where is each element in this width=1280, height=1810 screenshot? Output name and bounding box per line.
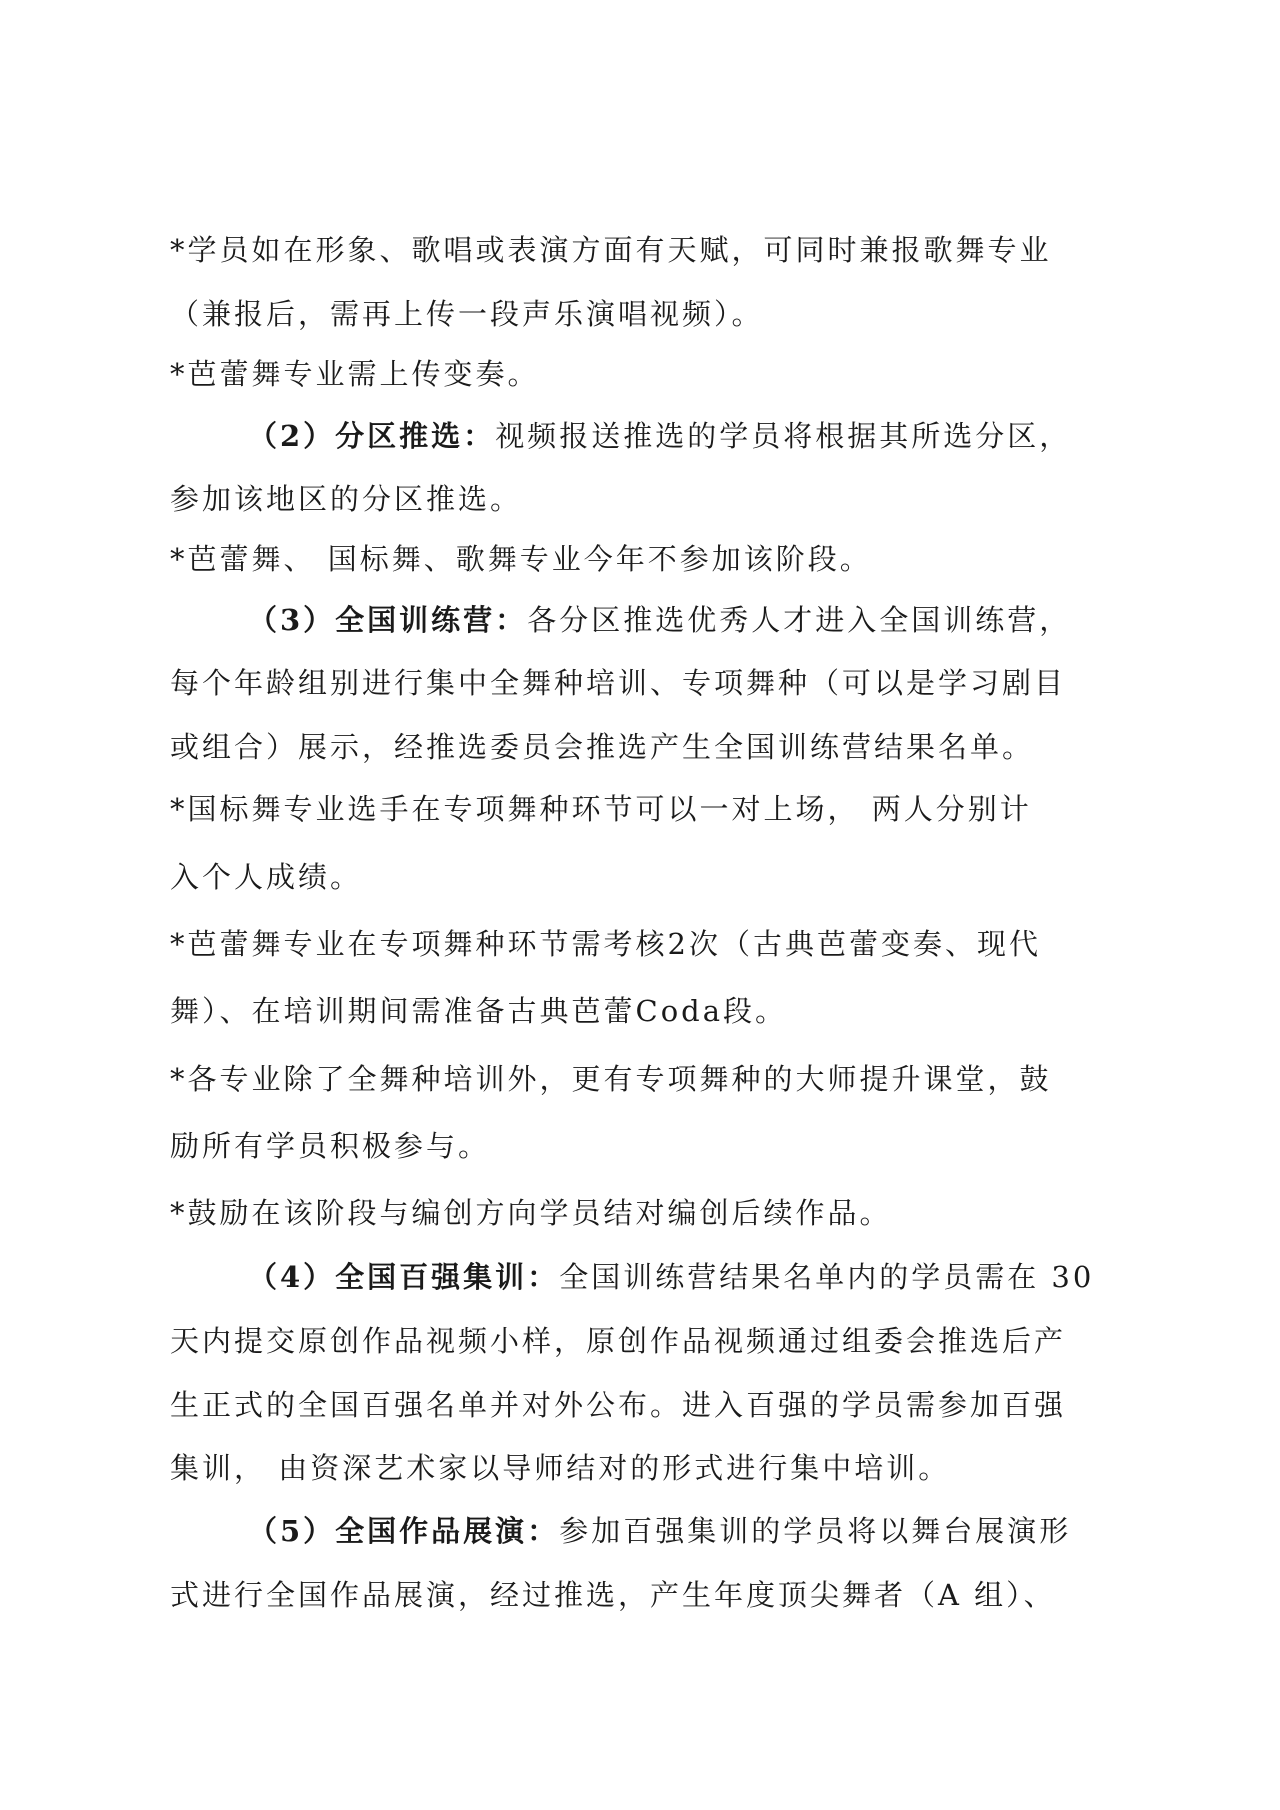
text-line: *各专业除了全舞种培训外，更有专项舞种的大师提升课堂，鼓	[170, 1062, 1052, 1096]
text-line: 每个年龄组别进行集中全舞种培训、专项舞种（可以是学习剧目	[170, 666, 1067, 700]
section-heading: （3）全国训练营：	[248, 603, 528, 637]
section-heading: （4）全国百强集训：	[248, 1260, 560, 1294]
text-line: 集训， 由资深艺术家以导师结对的形式进行集中培训。	[170, 1451, 951, 1485]
text-line: （兼报后，需再上传一段声乐演唱视频）。	[170, 297, 764, 331]
text-span: 参加百强集训的学员将以舞台展演形	[559, 1514, 1072, 1548]
text-line: *鼓励在该阶段与编创方向学员结对编创后续作品。	[170, 1196, 892, 1230]
text-line: *学员如在形象、歌唱或表演方面有天赋，可同时兼报歌舞专业	[170, 233, 1052, 267]
text-span: 全国训练营结果名单内的学员需在 30	[559, 1260, 1095, 1294]
text-span: 视频报送推选的学员将根据其所选分区，	[495, 419, 1072, 453]
text-line: *芭蕾舞专业在专项舞种环节需考核2次（古典芭蕾变奏、现代	[170, 927, 1041, 961]
text-line: 式进行全国作品展演，经过推选，产生年度顶尖舞者（A 组）、	[170, 1578, 1056, 1612]
section-2-first-line	[248, 418, 1071, 454]
section-3-first-line	[248, 602, 1071, 638]
section-heading: （5）全国作品展演：	[248, 1514, 560, 1548]
text-line: 或组合）展示，经推选委员会推选产生全国训练营结果名单。	[170, 730, 1035, 764]
text-line: 舞）、在培训期间需准备古典芭蕾Coda段。	[170, 994, 788, 1028]
text-line: *国标舞专业选手在专项舞种环节可以一对上场， 两人分别计	[170, 792, 1032, 826]
text-line: *芭蕾舞专业需上传变奏。	[170, 357, 540, 391]
text-line: 天内提交原创作品视频小样，原创作品视频通过组委会推选后产	[170, 1324, 1067, 1358]
section-4-first-line	[248, 1259, 1094, 1295]
text-line: 励所有学员积极参与。	[170, 1129, 491, 1163]
text-line: 入个人成绩。	[170, 860, 363, 894]
text-line: 生正式的全国百强名单并对外公布。进入百强的学员需参加百强	[170, 1388, 1067, 1422]
text-line: *芭蕾舞、 国标舞、歌舞专业今年不参加该阶段。	[170, 542, 872, 576]
section-5-first-line	[248, 1513, 1071, 1549]
text-line: 参加该地区的分区推选。	[170, 482, 523, 516]
section-heading: （2）分区推选：	[248, 419, 496, 453]
text-span: 各分区推选优秀人才进入全国训练营，	[527, 603, 1072, 637]
